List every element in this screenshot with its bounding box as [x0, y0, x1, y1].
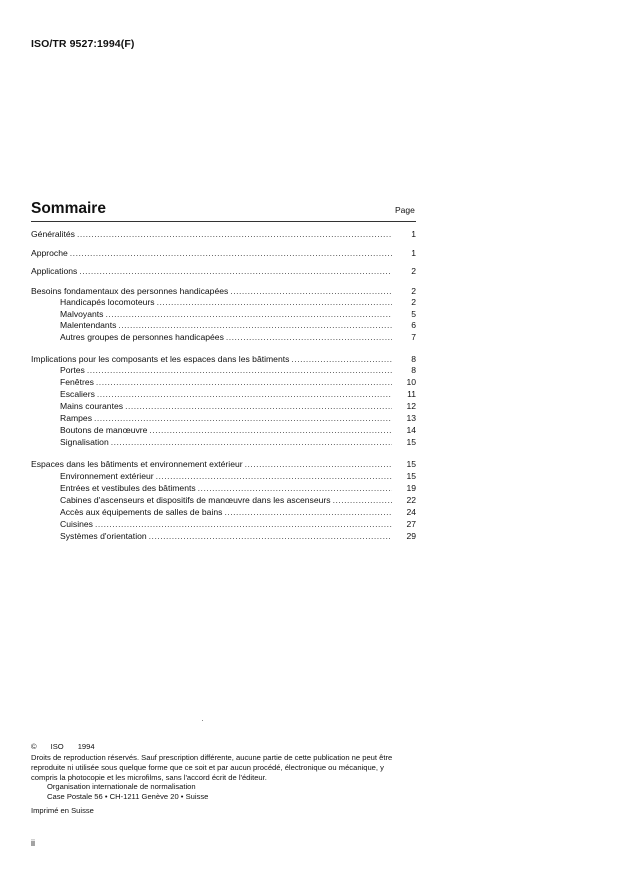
toc-entry-page: 11	[407, 389, 416, 399]
toc-entry-page: 27	[406, 519, 416, 529]
toc-entry-title: Autres groupes de personnes handicapées	[60, 332, 224, 342]
org-address: Case Postale 56 • CH-1211 Genève 20 • Suisse	[47, 791, 209, 801]
org-name: Organisation internationale de normalisation	[47, 782, 196, 791]
toc-leader-dots	[149, 425, 392, 436]
toc-entry	[31, 483, 416, 494]
toc-entry-page: 24	[406, 507, 416, 517]
toc-entry	[31, 401, 416, 412]
toc-entry-title: Cuisines	[60, 519, 93, 529]
toc-entry-page: 1	[411, 229, 416, 239]
toc-entry	[31, 309, 416, 320]
toc-entry	[31, 377, 416, 388]
page-folio: ii	[31, 838, 35, 848]
toc-entry-title: Rampes	[60, 413, 92, 423]
toc-entry-page: 29	[406, 531, 416, 541]
toc-entry-title: Malentendants	[60, 320, 117, 330]
toc-entry-page: 1	[411, 248, 416, 258]
toc-leader-dots	[111, 437, 392, 448]
toc-entry-page: 15	[406, 471, 416, 481]
toc-entry	[31, 297, 416, 308]
toc-entry-page: 19	[406, 483, 416, 493]
toc-entry	[31, 495, 416, 506]
toc-entry-title: Signalisation	[60, 437, 109, 447]
toc-entry	[31, 354, 416, 365]
toc-leader-dots	[198, 483, 392, 494]
toc-entry	[31, 229, 416, 240]
publisher-block	[47, 782, 208, 801]
toc-entry-title: Entrées et vestibules des bâtiments	[60, 483, 196, 493]
toc-entry	[31, 266, 416, 277]
toc-leader-dots	[95, 519, 392, 530]
toc-entry-title: Besoins fondamentaux des personnes handicapées	[31, 286, 229, 296]
toc-entry-page: 5	[411, 309, 416, 319]
toc-entry-page: 13	[406, 413, 416, 423]
toc-entry	[31, 248, 416, 259]
document-id: ISO/TR 9527:1994(F)	[31, 38, 135, 50]
toc-leader-dots	[230, 286, 392, 297]
toc-entry-title: Malvoyants	[60, 309, 104, 319]
toc-entry-page: 15	[406, 437, 416, 447]
toc-divider	[31, 221, 416, 222]
toc-leader-dots	[125, 401, 392, 412]
toc-leader-dots	[156, 471, 392, 482]
toc-entry-title: Handicapés locomoteurs	[60, 297, 155, 307]
copyright-symbol: ©	[31, 742, 37, 751]
toc-entry	[31, 507, 416, 518]
copyright-year: 1994	[77, 742, 95, 751]
toc-leader-dots	[149, 531, 392, 542]
toc-entry-page: 10	[406, 377, 416, 387]
toc-heading: Sommaire	[31, 200, 106, 217]
toc-entry-title: Approche	[31, 248, 68, 258]
toc-leader-dots	[96, 377, 392, 388]
toc-entry-page: 6	[411, 320, 416, 330]
toc-entry	[31, 332, 416, 343]
toc-entry	[31, 320, 416, 331]
toc-entry-page: 15	[406, 459, 416, 469]
toc-entry-title: Applications	[31, 266, 78, 276]
toc-entry	[31, 389, 416, 400]
toc-entry-title: Escaliers	[60, 389, 95, 399]
copyright-notice	[31, 742, 411, 783]
toc-entry-page: 22	[406, 495, 416, 505]
toc-entry	[31, 437, 416, 448]
toc-entry	[31, 413, 416, 424]
toc-entry-title: Systèmes d'orientation	[60, 531, 147, 541]
toc-entry-page: 2	[411, 286, 416, 296]
toc-leader-dots	[291, 354, 392, 365]
toc-entry-title: Boutons de manœuvre	[60, 425, 148, 435]
toc-entry-title: Environnement extérieur	[60, 471, 154, 481]
toc-leader-dots	[70, 248, 392, 259]
toc-entry-page: 2	[411, 266, 416, 276]
toc-entry	[31, 425, 416, 436]
toc-leader-dots	[245, 459, 392, 470]
toc-entry	[31, 365, 416, 376]
toc-leader-dots	[157, 297, 392, 308]
toc-leader-dots	[97, 389, 392, 400]
toc-entry	[31, 471, 416, 482]
toc-entry-page: 12	[406, 401, 416, 411]
toc-entry-page: 8	[411, 365, 416, 375]
toc-leader-dots	[224, 507, 392, 518]
toc-entry-title: Implications pour les composants et les espaces dans les bâtiments	[31, 354, 290, 364]
toc-leader-dots	[105, 309, 392, 320]
toc-entry-page: 2	[411, 297, 416, 307]
toc-entry-title: Mains courantes	[60, 401, 124, 411]
toc-entry	[31, 519, 416, 530]
toc-leader-dots	[226, 332, 392, 343]
stray-dot	[202, 720, 203, 721]
toc-entry-title: Généralités	[31, 229, 75, 239]
toc-entry	[31, 459, 416, 470]
toc-entry-page: 14	[406, 425, 416, 435]
toc-leader-dots	[79, 266, 392, 277]
rights-text: Droits de reproduction réservés. Sauf prescription différente, aucune partie de cette publication ne peut être reproduite ni utilisée sous quelque forme que ce soit et par aucun procédé, électronique ou mécanique, y compris la photocopie et les microfilms, sans l'accord écrit de l'éditeur.	[31, 753, 393, 782]
copyright-org: ISO	[50, 742, 64, 751]
toc-page-label: Page	[395, 205, 415, 215]
toc-entry-page: 8	[411, 354, 416, 364]
toc-entry	[31, 531, 416, 542]
toc-entry-page: 7	[411, 332, 416, 342]
toc-entry-title: Fenêtres	[60, 377, 94, 387]
toc-entry-title: Cabines d'ascenseurs et dispositifs de manœuvre dans les ascenseurs	[60, 495, 331, 505]
printed-in: Imprimé en Suisse	[31, 806, 94, 815]
toc-leader-dots	[118, 320, 392, 331]
toc-entry-title: Accès aux équipements de salles de bains	[60, 507, 223, 517]
toc-leader-dots	[87, 365, 392, 376]
toc-leader-dots	[77, 229, 392, 240]
toc-leader-dots	[333, 495, 392, 506]
toc-entry	[31, 286, 416, 297]
toc-entry-title: Espaces dans les bâtiments et environnement extérieur	[31, 459, 243, 469]
toc-leader-dots	[94, 413, 392, 424]
toc-entry-title: Portes	[60, 365, 85, 375]
